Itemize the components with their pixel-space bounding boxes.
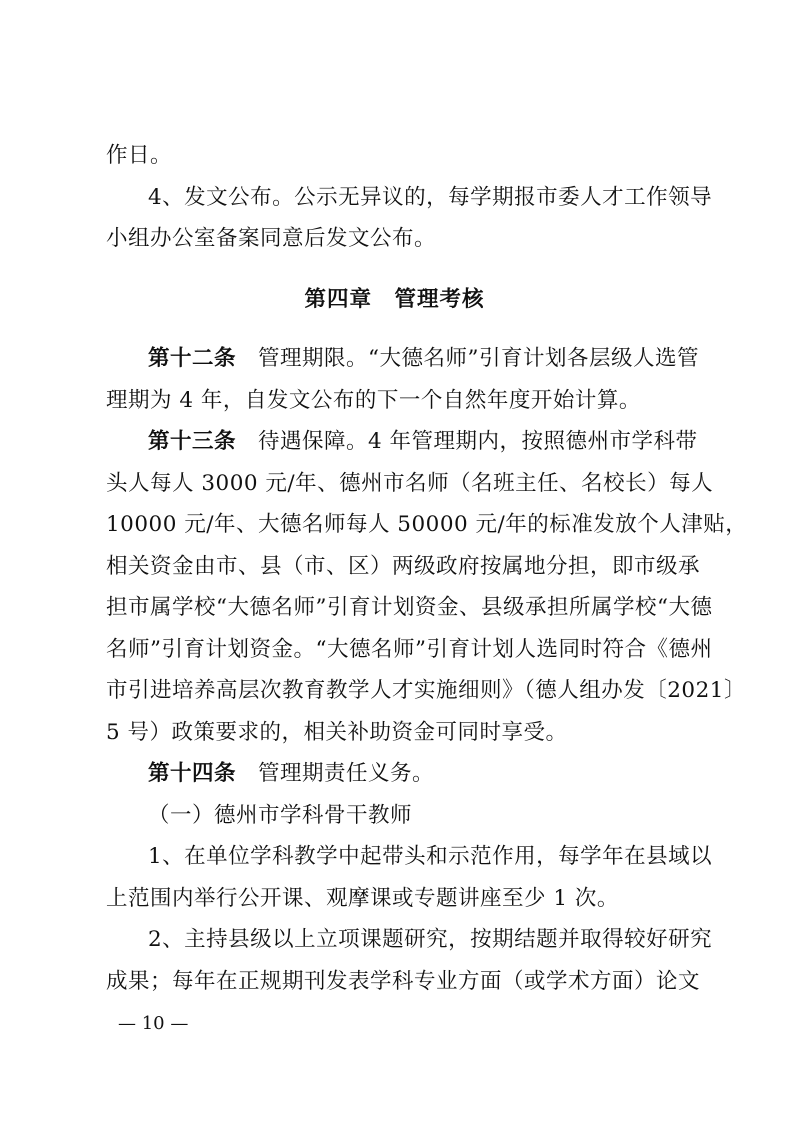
paragraph-line: 相关资金由市、县（市、区）两级政府按属地分担，即市级承 xyxy=(106,554,701,579)
paragraph-line: 1、在单位学科教学中起带头和示范作用，每学年在县域以 xyxy=(148,844,713,869)
paragraph-line: 担市属学校“大德名师”引育计划资金、县级承担所属学校“大德 xyxy=(106,595,713,620)
article-12-line xyxy=(148,344,700,374)
paragraph-line: 成果；每年在正规期刊发表学科专业方面（或学术方面）论文 xyxy=(106,969,701,994)
article-text: 管理期限。“大德名师”引育计划各层级人选管 xyxy=(258,346,700,371)
paragraph-line: 作日。 xyxy=(106,143,173,168)
section-heading: （一）德州市学科骨干教师 xyxy=(148,803,413,828)
page-number: — 10 — xyxy=(118,1013,189,1034)
paragraph-line: 5 号）政策要求的，相关补助资金可同时享受。 xyxy=(106,720,568,745)
paragraph-line: 头人每人 3000 元/年、德州市名师（名班主任、名校长）每人 xyxy=(106,471,714,496)
chapter-heading: 第四章 管理考核 xyxy=(304,287,485,312)
article-14-line xyxy=(148,759,696,789)
article-13-line xyxy=(148,427,696,457)
article-number: 第十二条 xyxy=(148,346,237,371)
article-text: 待遇保障。4 年管理期内，按照德州市学科带 xyxy=(258,429,698,454)
paragraph-line: 理期为 4 年，自发文公布的下一个自然年度开始计算。 xyxy=(106,388,641,413)
article-number: 第十四条 xyxy=(148,761,237,786)
paragraph-line: 上范围内举行公开课、观摩课或专题讲座至少 1 次。 xyxy=(106,886,619,911)
paragraph-line: 10000 元/年、大德名师每人 50000 元/年的标准发放个人津贴， xyxy=(106,512,748,537)
article-number: 第十三条 xyxy=(148,429,237,454)
paragraph-line: 市引进培养高层次教育教学人才实施细则》（德人组办发〔2021〕 xyxy=(106,678,746,703)
paragraph-line: 2、主持县级以上立项课题研究，按期结题并取得较好研究 xyxy=(148,927,713,952)
paragraph-line: 小组办公室备案同意后发文公布。 xyxy=(106,226,437,251)
paragraph-line: 名师”引育计划资金。“大德名师”引育计划人选同时符合《德州 xyxy=(106,637,713,662)
article-text: 管理期责任义务。 xyxy=(258,761,435,786)
paragraph-line: 4、发文公布。公示无异议的，每学期报市委人才工作领导 xyxy=(148,185,713,210)
